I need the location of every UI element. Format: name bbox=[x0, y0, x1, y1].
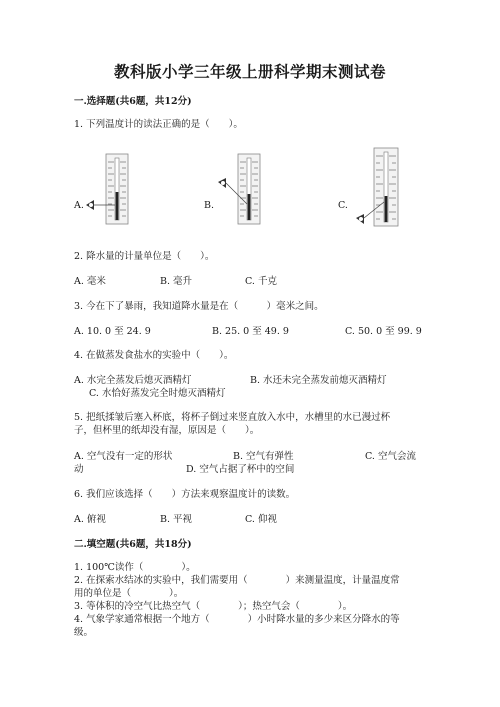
q6-option-c: C. 仰视 bbox=[245, 514, 277, 525]
q4-option-a: A. 水完全蒸发后熄灭酒精灯 bbox=[74, 375, 192, 386]
section-2-heading: 二.填空题(共6题，共18分) bbox=[74, 539, 192, 550]
thermometer-a-image bbox=[84, 152, 134, 227]
q6-option-b: B. 平视 bbox=[160, 514, 193, 525]
fill-item: 2. 在探索水结冰的实验中，我们需要用（ ）来测量温度，计量温度常 bbox=[74, 575, 400, 586]
q3-option-b: B. 25. 0 至 49. 9 bbox=[212, 326, 289, 337]
q2-option-c: C. 千克 bbox=[245, 276, 277, 287]
q2-stem: 2. 降水量的计量单位是（ ）。 bbox=[74, 251, 215, 262]
q5-option-c: C. 空气会流 bbox=[365, 451, 416, 462]
q2-option-b: B. 毫升 bbox=[160, 276, 193, 287]
q1-option-c-label: C. bbox=[338, 200, 348, 211]
q3-option-c: C. 50. 0 至 99. 9 bbox=[345, 326, 422, 337]
fill-item: 3. 等体积的冷空气比热空气（ ）；热空气会（ ）。 bbox=[74, 601, 353, 612]
thermometer-b-image bbox=[212, 152, 264, 227]
q5-option-b: B. 空气有弹性 bbox=[233, 451, 294, 462]
section-1-heading: 一.选择题(共6题，共12分) bbox=[74, 96, 192, 107]
q5-stem-line2: 子，但杯里的纸却没有湿，原因是（ ）。 bbox=[74, 425, 260, 436]
fill-item: 4. 气象学家通常根据一个地方（ ）小时降水量的多少来区分降水的等 bbox=[74, 614, 400, 625]
q4-stem: 4. 在做蒸发食盐水的实验中（ ）。 bbox=[74, 350, 234, 361]
q6-option-a: A. 俯视 bbox=[74, 514, 106, 525]
q3-stem: 3. 今在下了暴雨，我知道降水量是在（ ）毫米之间。 bbox=[74, 301, 324, 312]
q5-option-c-wrap: 动 bbox=[74, 464, 84, 475]
q5-option-d: D. 空气占据了杯中的空间 bbox=[186, 464, 295, 475]
fill-item: 用的单位是（ ）。 bbox=[74, 588, 184, 599]
q5-stem-line1: 5. 把纸揉皱后塞入杯底，将杯子倒过来竖直放入水中，水槽里的水已漫过杯 bbox=[74, 412, 391, 423]
q4-option-c: C. 水恰好蒸发完全时熄灭酒精灯 bbox=[89, 388, 226, 399]
fill-item: 级。 bbox=[74, 627, 94, 638]
q1-option-a-label: A. bbox=[74, 200, 84, 211]
page-title: 教科版小学三年级上册科学期末测试卷 bbox=[113, 62, 386, 81]
q1-option-b-label: B. bbox=[204, 200, 215, 211]
thermometer-c-image bbox=[346, 146, 406, 228]
q1-stem: 1. 下列温度计的读法正确的是（ ）。 bbox=[74, 119, 243, 130]
q6-stem: 6. 我们应该选择（ ）方法来观察温度计的读数。 bbox=[74, 489, 296, 500]
q2-option-a: A. 毫米 bbox=[74, 276, 106, 287]
q3-option-a: A. 10. 0 至 24. 9 bbox=[74, 326, 151, 337]
q5-option-a: A. 空气没有一定的形状 bbox=[74, 451, 173, 462]
q4-option-b: B. 水还未完全蒸发前熄灭酒精灯 bbox=[250, 375, 387, 386]
fill-item: 1. 100℃读作（ ）。 bbox=[74, 562, 196, 573]
